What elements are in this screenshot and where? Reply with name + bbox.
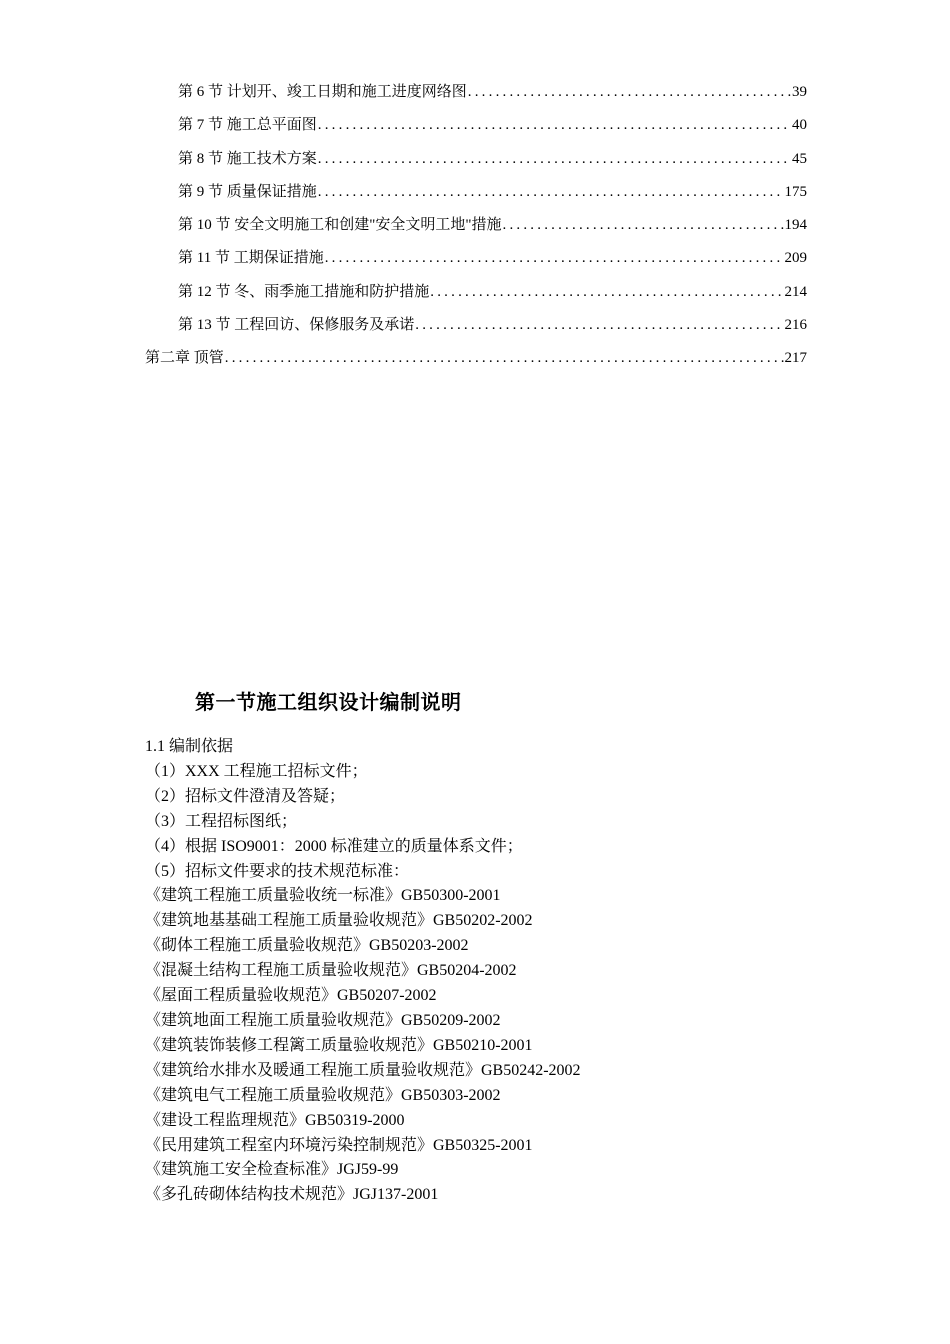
toc-entry[interactable] bbox=[145, 147, 807, 180]
toc-entry-label: 第 6 节 计划开、竣工日期和施工进度网络图 bbox=[178, 84, 467, 100]
body-line: 《建筑装饰装修工程篱工质量验收规范》GB50210-2001 bbox=[145, 1036, 533, 1054]
toc-dot-leader bbox=[318, 117, 791, 134]
toc-entry-page: 40 bbox=[792, 117, 807, 134]
section-body bbox=[145, 735, 581, 1208]
toc-dot-leader bbox=[468, 84, 791, 101]
toc-dot-leader bbox=[318, 184, 784, 201]
toc-entry-page: 175 bbox=[784, 183, 807, 200]
toc-entry-page: 194 bbox=[784, 217, 807, 234]
toc-dot-leader bbox=[430, 284, 783, 301]
toc-entry[interactable] bbox=[145, 80, 807, 113]
toc-dot-leader bbox=[318, 151, 791, 168]
toc-entry-label: 第 10 节 安全文明施工和创建"安全文明工地"措施 bbox=[178, 217, 502, 234]
toc-entry-label: 第 13 节 工程回访、保修服务及承诺 bbox=[178, 317, 415, 334]
toc-dot-leader bbox=[415, 317, 783, 334]
subsection-heading: 1.1 编制依据 bbox=[145, 738, 234, 755]
toc-entry-page: 209 bbox=[784, 250, 807, 267]
body-line: 《建筑地面工程施工质量验收规范》GB50209-2002 bbox=[145, 1011, 501, 1029]
toc-entry[interactable] bbox=[145, 280, 807, 313]
toc-dot-leader bbox=[225, 350, 784, 367]
section-heading: 第一节施工组织设计编制说明 bbox=[195, 690, 462, 714]
toc-entry[interactable] bbox=[145, 180, 807, 213]
body-line: 《砌体工程施工质量验收规范》GB50203-2002 bbox=[145, 937, 469, 955]
toc-entry-page: 216 bbox=[784, 317, 807, 334]
toc-entry-page: 217 bbox=[784, 350, 807, 367]
body-line: 《民用建筑工程室内环境污染控制规范》GB50325-2001 bbox=[145, 1136, 533, 1154]
body-line: 《建筑施工安全检查标准》JGJ59-99 bbox=[145, 1161, 399, 1179]
body-line: （1）XXX 工程施工招标文件； bbox=[145, 762, 368, 780]
toc-entry[interactable] bbox=[145, 346, 807, 379]
toc-entry-label: 第 7 节 施工总平面图 bbox=[178, 117, 317, 134]
body-line: 《屋面工程质量验收规范》GB50207-2002 bbox=[145, 987, 437, 1005]
toc-entry-label: 第 9 节 质量保证措施 bbox=[178, 183, 317, 200]
toc-entry[interactable] bbox=[145, 246, 807, 279]
toc-dot-leader bbox=[325, 250, 784, 267]
body-line: 《建筑地基基础工程施工质量验收规范》GB50202-2002 bbox=[145, 912, 533, 930]
toc-entry-label: 第二章 顶管 bbox=[145, 350, 224, 367]
toc-entry-page: 39 bbox=[792, 84, 807, 100]
toc-entry-page: 214 bbox=[784, 283, 807, 300]
body-line: （3）工程招标图纸； bbox=[145, 812, 298, 830]
body-line: 《建筑给水排水及暖通工程施工质量验收规范》GB50242-2002 bbox=[145, 1061, 581, 1079]
toc-entry-page: 45 bbox=[792, 150, 807, 167]
toc-entry-label: 第 8 节 施工技术方案 bbox=[178, 150, 317, 167]
body-line: （5）招标文件要求的技术规范标准： bbox=[145, 862, 410, 880]
body-line: 《建筑工程施工质量验收统一标准》GB50300-2001 bbox=[145, 887, 501, 905]
body-line: 《建设工程监理规范》GB50319-2000 bbox=[145, 1111, 405, 1129]
toc-entry[interactable] bbox=[145, 113, 807, 146]
toc-entry-label: 第 11 节 工期保证措施 bbox=[178, 250, 324, 267]
toc-dot-leader bbox=[503, 217, 784, 234]
table-of-contents bbox=[145, 80, 807, 380]
body-line: 《多孔砖砌体结构技术规范》JGJ137-2001 bbox=[145, 1186, 439, 1204]
toc-entry-label: 第 12 节 冬、雨季施工措施和防护措施 bbox=[178, 283, 430, 300]
toc-entry[interactable] bbox=[145, 313, 807, 346]
body-line: （2）招标文件澄清及答疑； bbox=[145, 787, 346, 805]
toc-entry[interactable] bbox=[145, 213, 807, 246]
body-line: 《建筑电气工程施工质量验收规范》GB50303-2002 bbox=[145, 1086, 501, 1104]
body-line: （4）根据 ISO9001：2000 标准建立的质量体系文件； bbox=[145, 837, 523, 855]
body-line: 《混凝土结构工程施工质量验收规范》GB50204-2002 bbox=[145, 962, 517, 980]
